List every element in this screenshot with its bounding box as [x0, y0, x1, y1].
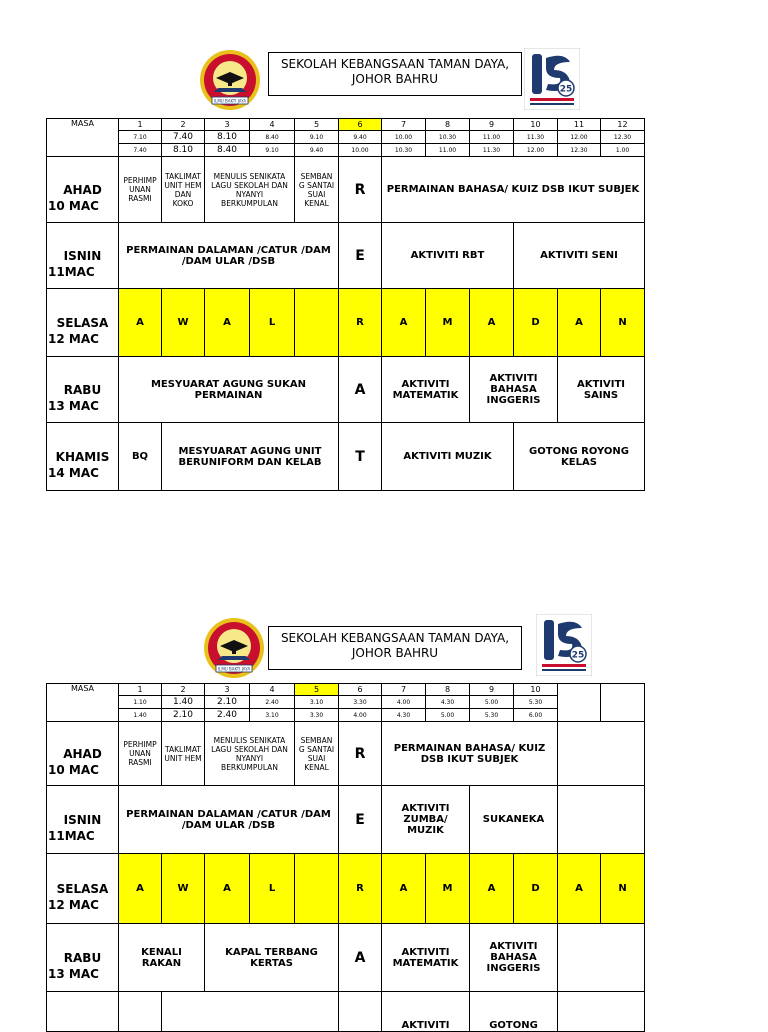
activity-cell: PERMAINAN BAHASA/ KUIZ DSB IKUT SUBJEK — [382, 157, 645, 223]
activity-cell: SEMBAN G SANTAI SUAI KENAL — [295, 157, 339, 223]
period-number: 3 — [205, 684, 250, 696]
empty-cell — [119, 992, 162, 1032]
day-isnin — [47, 786, 119, 854]
period-number: 10 — [514, 119, 558, 131]
ramadan-letter — [295, 289, 339, 357]
day-name: KHAMIS — [55, 449, 110, 464]
end-time: 5.00 — [426, 709, 470, 722]
day-rabu — [47, 924, 119, 992]
school-name-line2: JOHOR BAHRU — [351, 72, 439, 86]
activity-cell: PERHIMP UNAN RASMI — [119, 157, 162, 223]
activity-cell: TAKLIMAT UNIT HEM — [162, 722, 205, 786]
period-number: 6 — [339, 119, 382, 131]
start-time: 11.30 — [514, 131, 558, 144]
activity-cell: MENULIS SENIKATA LAGU SEKOLAH DAN NYANYI BERKUMPULAN — [205, 722, 295, 786]
start-time: 2.40 — [250, 696, 295, 709]
end-time: 2.40 — [205, 709, 250, 722]
ramadan-letter: A — [119, 854, 162, 924]
day-name: SELASA — [56, 315, 109, 330]
timetable-1 — [46, 118, 645, 491]
end-time: 10.30 — [382, 144, 426, 157]
activity-cell: MESYUARAT AGUNG SUKAN PERMAINAN — [119, 357, 339, 423]
activity-cell: SEMBAN G SANTAI SUAI KENAL — [295, 722, 339, 786]
empty-header-cell — [601, 684, 645, 722]
empty-cell — [162, 992, 339, 1032]
activity-cell: AKTIVITI RBT — [382, 223, 514, 289]
activity-cell: GOTONG ROYONG KELAS — [514, 423, 645, 491]
ramadan-letter: A — [205, 289, 250, 357]
start-time: 10.30 — [426, 131, 470, 144]
start-time: 4.30 — [426, 696, 470, 709]
ramadan-letter: W — [162, 289, 205, 357]
start-time: 8.10 — [205, 131, 250, 144]
timetable-block-2 — [46, 612, 644, 1032]
masa-label: MASA — [47, 119, 119, 157]
end-time: 9.40 — [295, 144, 339, 157]
recess-letter: R — [339, 722, 382, 786]
empty-cell — [558, 992, 645, 1032]
day-selasa — [47, 854, 119, 924]
day-name: AHAD — [63, 182, 102, 197]
end-time: 11.00 — [426, 144, 470, 157]
ramadan-letter: A — [470, 289, 514, 357]
start-time: 12.00 — [558, 131, 601, 144]
activity-cell: AKTIVITI BAHASA INGGERIS — [470, 924, 558, 992]
start-time: 9.40 — [339, 131, 382, 144]
start-time: 10.00 — [382, 131, 426, 144]
recess-letter: A — [339, 357, 382, 423]
activity-cell: KAPAL TERBANG KERTAS — [205, 924, 339, 992]
ramadan-letter: M — [426, 289, 470, 357]
activity-cell: AKTIVITI ZUMBA/ MUZIK — [382, 786, 470, 854]
end-time: 10.00 — [339, 144, 382, 157]
day-name: ISNIN — [63, 248, 102, 263]
period-number: 4 — [250, 684, 295, 696]
svg-text:ILMU BAKTI JAYA: ILMU BAKTI JAYA — [217, 666, 251, 672]
day-date: 14 MAC — [48, 465, 99, 480]
end-time: 2.10 — [162, 709, 205, 722]
ramadan-letter: A — [119, 289, 162, 357]
ramadan-letter: A — [382, 289, 426, 357]
recess-letter: E — [339, 223, 382, 289]
activity-cell: PERMAINAN DALAMAN /CATUR /DAM /DAM ULAR /DSB — [119, 223, 339, 289]
activity-cell: SUKANEKA — [470, 786, 558, 854]
day-name: ISNIN — [63, 812, 102, 827]
ramadan-letter: A — [558, 289, 601, 357]
day-name: SELASA — [56, 881, 109, 896]
recess-letter: T — [339, 423, 382, 491]
recess-letter: E — [339, 786, 382, 854]
timetable-2 — [46, 683, 645, 1032]
anniversary-logo — [536, 614, 592, 676]
end-time: 3.10 — [250, 709, 295, 722]
period-number: 10 — [514, 684, 558, 696]
period-number: 9 — [470, 684, 514, 696]
day-ahad — [47, 157, 119, 223]
day-khamis — [47, 423, 119, 491]
activity-cell: AKTIVITI SAINS — [558, 357, 645, 423]
start-time: 1.10 — [119, 696, 162, 709]
day-ahad — [47, 722, 119, 786]
end-time: 11.30 — [470, 144, 514, 157]
start-time: 3.10 — [295, 696, 339, 709]
start-time: 5.00 — [470, 696, 514, 709]
svg-text:ILMU BAKTI JAYA: ILMU BAKTI JAYA — [213, 98, 247, 104]
day-date: 11MAC — [48, 828, 95, 843]
activity-cell: PERMAINAN DALAMAN /CATUR /DAM /DAM ULAR /DSB — [119, 786, 339, 854]
ramadan-letter — [295, 854, 339, 924]
svg-text:25: 25 — [559, 84, 573, 95]
header — [46, 48, 644, 112]
recess-letter: R — [339, 289, 382, 357]
activity-cell: BQ — [119, 423, 162, 491]
start-time: 7.40 — [162, 131, 205, 144]
activity-cell: MESYUARAT AGUNG UNIT BERUNIFORM DAN KELAB — [162, 423, 339, 491]
masa-label: MASA — [47, 684, 119, 722]
period-number: 12 — [601, 119, 645, 131]
day-isnin — [47, 223, 119, 289]
empty-header-cell — [558, 684, 601, 722]
period-number: 4 — [250, 119, 295, 131]
ramadan-letter: A — [205, 854, 250, 924]
empty-cell — [558, 722, 645, 786]
ramadan-letter: D — [514, 854, 558, 924]
day-date: 10 MAC — [48, 762, 99, 777]
period-number: 5 — [295, 684, 339, 696]
period-number: 11 — [558, 119, 601, 131]
activity-cell: AKTIVITI SENI — [514, 223, 645, 289]
recess-letter: R — [339, 854, 382, 924]
start-time: 2.10 — [205, 696, 250, 709]
recess-letter: A — [339, 924, 382, 992]
start-time: 3.30 — [339, 696, 382, 709]
ramadan-letter: N — [601, 289, 645, 357]
activity-cell: PERHIMP UNAN RASMI — [119, 722, 162, 786]
activity-cell: AKTIVITI MUZIK — [382, 423, 514, 491]
day-date: 13 MAC — [48, 966, 99, 981]
end-time: 4.30 — [382, 709, 426, 722]
period-number: 2 — [162, 119, 205, 131]
empty-cell — [558, 924, 645, 992]
end-time: 3.30 — [295, 709, 339, 722]
day-date: 10 MAC — [48, 198, 99, 213]
period-number: 6 — [339, 684, 382, 696]
day-name: RABU — [63, 382, 102, 397]
start-time: 5.30 — [514, 696, 558, 709]
period-number: 3 — [205, 119, 250, 131]
activity-cell: KENALI RAKAN — [119, 924, 205, 992]
school-name-box — [268, 626, 522, 670]
empty-cell — [339, 992, 382, 1032]
end-time: 4.00 — [339, 709, 382, 722]
day-selasa — [47, 289, 119, 357]
period-number: 8 — [426, 684, 470, 696]
school-name-line2: JOHOR BAHRU — [351, 646, 439, 660]
start-time: 11.00 — [470, 131, 514, 144]
end-time: 8.40 — [205, 144, 250, 157]
school-name-box — [268, 52, 522, 96]
ramadan-letter: A — [558, 854, 601, 924]
ramadan-letter: L — [250, 854, 295, 924]
activity-cell: AKTIVITI BAHASA INGGERIS — [470, 357, 558, 423]
end-time: 1.40 — [119, 709, 162, 722]
activity-cell: PERMAINAN BAHASA/ KUIZ DSB IKUT SUBJEK — [382, 722, 558, 786]
period-number: 7 — [382, 684, 426, 696]
empty-cell — [558, 786, 645, 854]
ramadan-letter: A — [470, 854, 514, 924]
end-time: 7.40 — [119, 144, 162, 157]
ramadan-letter: A — [382, 854, 426, 924]
period-number: 7 — [382, 119, 426, 131]
activity-cell: AKTIVITI MATEMATIK — [382, 357, 470, 423]
activity-cell: AKTIVITI — [382, 992, 470, 1032]
svg-text:25: 25 — [571, 650, 585, 661]
period-number: 1 — [119, 684, 162, 696]
end-time: 8.10 — [162, 144, 205, 157]
start-time: 12.30 — [601, 131, 645, 144]
activity-cell: AKTIVITI MATEMATIK — [382, 924, 470, 992]
ramadan-letter: D — [514, 289, 558, 357]
end-time: 5.30 — [470, 709, 514, 722]
school-crest-logo — [202, 616, 266, 680]
recess-letter: R — [339, 157, 382, 223]
period-number: 5 — [295, 119, 339, 131]
start-time: 4.00 — [382, 696, 426, 709]
day-date: 13 MAC — [48, 398, 99, 413]
ramadan-letter: W — [162, 854, 205, 924]
start-time: 8.40 — [250, 131, 295, 144]
period-number: 1 — [119, 119, 162, 131]
ramadan-letter: L — [250, 289, 295, 357]
start-time: 9.10 — [295, 131, 339, 144]
school-crest-logo — [198, 48, 262, 112]
start-time: 7.10 — [119, 131, 162, 144]
period-number: 8 — [426, 119, 470, 131]
day-date: 12 MAC — [48, 331, 99, 346]
end-time: 12.00 — [514, 144, 558, 157]
activity-cell: MENULIS SENIKATA LAGU SEKOLAH DAN NYANYI BERKUMPULAN — [205, 157, 295, 223]
end-time: 6.00 — [514, 709, 558, 722]
day-name: RABU — [63, 950, 102, 965]
anniversary-logo — [524, 48, 580, 110]
start-time: 1.40 — [162, 696, 205, 709]
activity-cell: TAKLIMAT UNIT HEM DAN KOKO — [162, 157, 205, 223]
ramadan-letter: M — [426, 854, 470, 924]
header — [46, 612, 644, 676]
day-khamis — [47, 992, 119, 1032]
day-date: 11MAC — [48, 264, 95, 279]
timetable-block-1 — [46, 48, 644, 491]
day-name: AHAD — [63, 746, 102, 761]
end-time: 9.10 — [250, 144, 295, 157]
period-number: 9 — [470, 119, 514, 131]
day-rabu — [47, 357, 119, 423]
day-date: 12 MAC — [48, 897, 99, 912]
school-name-line1: SEKOLAH KEBANGSAAN TAMAN DAYA, — [280, 57, 510, 71]
school-name-line1: SEKOLAH KEBANGSAAN TAMAN DAYA, — [280, 631, 510, 645]
period-number: 2 — [162, 684, 205, 696]
ramadan-letter: N — [601, 854, 645, 924]
activity-cell: GOTONG — [470, 992, 558, 1032]
end-time: 1.00 — [601, 144, 645, 157]
end-time: 12.30 — [558, 144, 601, 157]
